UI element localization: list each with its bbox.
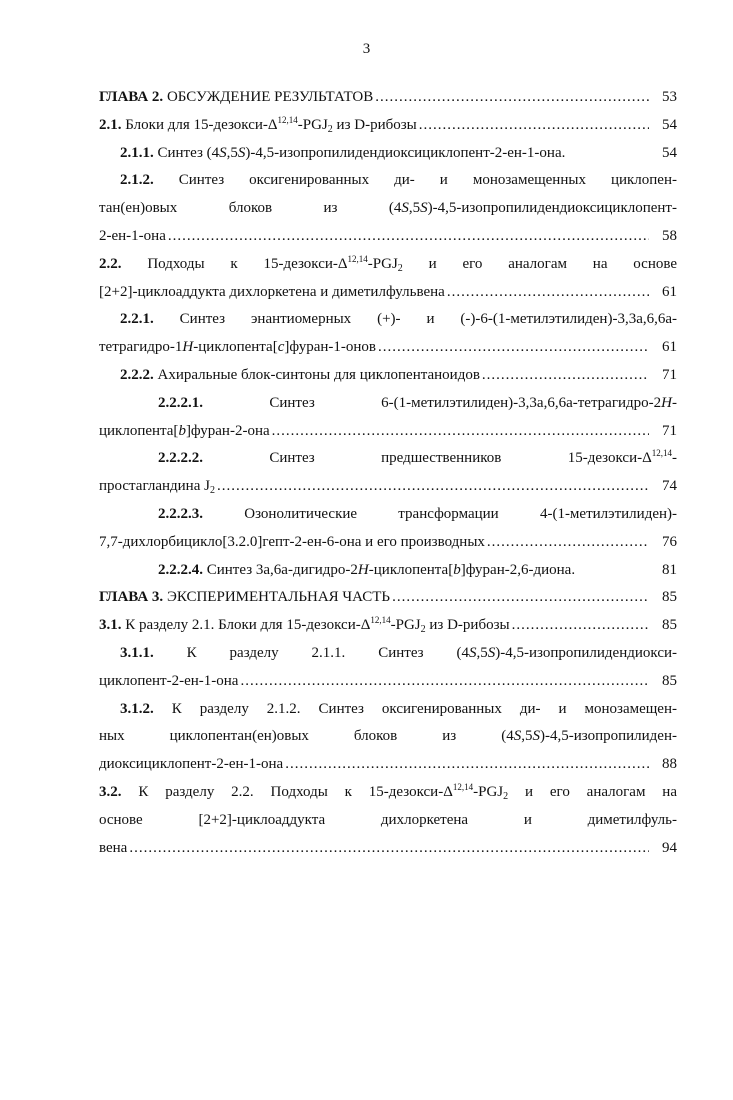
dot-leader <box>129 835 649 863</box>
dot-leader <box>392 584 649 612</box>
dot-leader <box>419 112 649 140</box>
dot-leader <box>285 751 649 779</box>
entry-title: К разделу 2.1.2. Синтез оксигенированных ди- и монозамещен- <box>153 700 677 717</box>
entry-title-part: )-4,5-изопропилидендиокси- <box>495 644 677 661</box>
entry-title-part: тан(ен)овых блоков из (4 <box>99 200 402 217</box>
entry-title-part: циклопент-2-ен-1-она <box>99 672 239 689</box>
entry-title-part: -циклопента[ <box>368 561 454 578</box>
entry-title-part: ]фуран-2,6-диона. <box>460 561 576 578</box>
superscript: 12,14 <box>651 448 672 459</box>
entry-number: 2.2.2.2. <box>158 450 203 467</box>
subscript: 2 <box>327 123 333 135</box>
toc-entry-2-2-2-3[interactable] <box>0 501 733 557</box>
dot-leader <box>487 529 649 557</box>
page-ref: 81 <box>662 561 677 578</box>
entry-title-part: циклопента[ <box>99 422 179 439</box>
italic-b: b <box>178 422 186 439</box>
page-ref: 85 <box>662 617 677 634</box>
entry-title: ЭКСПЕРИМЕНТАЛЬНАЯ ЧАСТЬ <box>163 589 391 606</box>
entry-title: Блоки для 15-дезокси-Δ <box>121 116 278 133</box>
toc-entry-3-1-2[interactable] <box>0 696 733 779</box>
page-ref: 61 <box>662 283 677 300</box>
entry-title-part: )-4,5-изопропилиден- <box>539 728 677 745</box>
entry-title-part: ных циклопентан(ен)овых блоков из (4 <box>99 728 514 745</box>
italic-h: H <box>357 561 369 578</box>
dot-leader <box>272 418 649 446</box>
toc-entry-2-1-2[interactable] <box>0 167 733 250</box>
entry-number: 2.2.2.4. <box>158 561 203 578</box>
page-ref: 94 <box>662 839 677 856</box>
stereo-descriptor: S <box>487 644 496 661</box>
entry-title-part: и его аналогам на <box>508 783 677 800</box>
entry-number: 2.2.2.1. <box>158 394 203 411</box>
entry-title-part: -циклопента[ <box>193 339 278 356</box>
entry-number: 2.2.2.3. <box>158 505 203 522</box>
page-ref: 74 <box>662 478 677 495</box>
dot-leader <box>375 84 649 112</box>
toc-entry-chapter-3[interactable] <box>0 584 733 612</box>
dot-leader <box>482 362 649 390</box>
superscript: 12,14 <box>452 781 474 792</box>
entry-title-part: - <box>672 394 677 411</box>
superscript: 12,14 <box>277 114 298 125</box>
toc-entry-2-2-2-2[interactable] <box>0 445 733 501</box>
entry-title: К разделу 2.2. Подходы к 15-дезокси-Δ <box>121 783 453 800</box>
subscript: 2 <box>503 790 509 802</box>
stereo-descriptor: S <box>237 144 246 161</box>
entry-number: 2.2.2. <box>120 366 154 383</box>
dot-leader <box>240 668 649 696</box>
entry-title-part: )-4,5-изопропилидендиоксициклопент- <box>427 200 677 217</box>
entry-title: К разделу 2.1. Блоки для 15-дезокси-Δ <box>121 617 371 634</box>
page-ref: 85 <box>662 672 677 689</box>
entry-number: 2.1.1. <box>120 144 154 161</box>
entry-title-part: 7,7-дихлорбицикло[3.2.0]гепт-2-ен-6-она и его производных <box>99 533 485 550</box>
superscript: 12,14 <box>347 253 368 264</box>
toc-entry-2-2-2[interactable] <box>0 362 733 390</box>
entry-title: Подходы к 15-дезокси-Δ <box>121 255 348 272</box>
page-ref: 71 <box>662 422 677 439</box>
entry-title-part: из D-рибозы <box>425 617 510 634</box>
superscript: 12,14 <box>370 615 391 626</box>
entry-number: 3.1.1. <box>120 644 154 661</box>
entry-title: Озонолитические трансформации 4-(1-метилэтилиден)- <box>203 505 677 522</box>
entry-number: 2.1. <box>99 116 122 133</box>
toc-entry-2-2-1[interactable] <box>0 306 733 362</box>
entry-number: 2.1.2. <box>120 172 154 189</box>
page-ref: 61 <box>662 339 677 356</box>
page-ref: 71 <box>662 366 677 383</box>
entry-number: 3.2. <box>99 783 122 800</box>
subscript: 2 <box>420 624 426 636</box>
dot-leader <box>217 473 649 501</box>
entry-title: Синтез энантиомерных (+)- и (-)-6-(1-метилэтилиден)-3,3а,6,6а- <box>153 311 677 328</box>
entry-title: Синтез 6-(1-метилэтилиден)-3,3а,6,6а-тетрагидро-2 <box>203 394 662 411</box>
entry-title-part: )-4,5-изопропилидендиоксициклопент-2-ен-1-она. <box>245 144 566 161</box>
entry-title-part: ]фуран-1-онов <box>284 339 377 356</box>
italic-h: H <box>661 394 672 411</box>
entry-title-part: ,5 <box>226 144 238 161</box>
entry-title-part: и его аналогам на основе <box>402 255 678 272</box>
entry-title: Синтез оксигенированных ди- и монозамещенных циклопен- <box>153 172 677 189</box>
entry-title-part: -PGJ <box>367 255 398 272</box>
entry-title-part: основе [2+2]-циклоаддукта дихлоркетена и диметилфуль- <box>99 811 677 828</box>
dot-leader <box>447 279 649 307</box>
stereo-descriptor: S <box>219 144 227 161</box>
entry-number: ГЛАВА 2. <box>99 89 164 105</box>
entry-title: Ахиральные блок-синтоны для циклопентаноидов <box>153 366 480 383</box>
entry-title-part: -PGJ <box>390 617 421 634</box>
page-ref: 85 <box>662 589 677 606</box>
entry-title-part: ,5 <box>521 728 533 745</box>
entry-title-part: диоксициклопент-2-ен-1-она <box>99 756 284 773</box>
entry-title-part: [2+2]-циклоаддукта дихлоркетена и диметилфульвена <box>99 283 445 300</box>
entry-number: ГЛАВА 3. <box>99 589 164 606</box>
entry-title: Синтез 3а,6а-дигидро-2 <box>203 561 358 578</box>
dot-leader <box>378 334 649 362</box>
stereo-descriptor: S <box>401 200 409 217</box>
page-number: 3 <box>362 41 371 57</box>
subscript: 2 <box>397 262 403 274</box>
entry-number: 2.2.1. <box>120 311 154 328</box>
stereo-descriptor: S <box>468 644 477 661</box>
entry-title-part: простагландина J <box>99 478 210 495</box>
stereo-descriptor: S <box>513 728 522 745</box>
entry-title-part: -PGJ <box>473 783 504 800</box>
entry-title: К разделу 2.1.1. Синтез (4 <box>153 644 469 661</box>
italic-b: b <box>453 561 461 578</box>
toc-entry-2-2-2-4[interactable] <box>0 557 733 585</box>
entry-title-part: 2-ен-1-она <box>99 227 166 244</box>
entry-title-part: тетрагидро-1 <box>99 339 183 356</box>
entry-number: 3.1.2. <box>120 700 154 717</box>
entry-title-part: из D-рибозы <box>332 116 417 133</box>
toc-entry-2-1[interactable] <box>0 112 733 140</box>
page-ref: 53 <box>662 89 677 105</box>
toc-entry-2-2-2-1[interactable] <box>0 390 733 446</box>
entry-title-part: ,5 <box>408 200 421 217</box>
entry-title: Синтез предшественников 15-дезокси-Δ <box>203 450 652 467</box>
toc-entry-2-2[interactable] <box>0 251 733 307</box>
dot-leader <box>168 223 649 251</box>
entry-title: Синтез (4 <box>153 144 220 161</box>
table-of-contents <box>0 84 733 862</box>
entry-title-part: вена <box>99 839 128 856</box>
toc-entry-3-2[interactable] <box>0 779 733 862</box>
subscript: 2 <box>209 485 215 497</box>
entry-title-part: ]фуран-2-она <box>185 422 270 439</box>
entry-title-part: -PGJ <box>297 116 328 133</box>
entry-title: ОБСУЖДЕНИЕ РЕЗУЛЬТАТОВ <box>163 89 374 105</box>
entry-title-part: - <box>672 450 677 467</box>
entry-number: 3.1. <box>99 617 122 634</box>
page-ref: 54 <box>662 116 677 133</box>
page-ref: 54 <box>662 144 677 161</box>
stereo-descriptor: S <box>420 200 428 217</box>
toc-entry-3-1-1[interactable] <box>0 640 733 696</box>
stereo-descriptor: S <box>532 728 540 745</box>
italic-c: c <box>277 339 285 356</box>
italic-h: H <box>182 339 194 356</box>
page-ref: 76 <box>662 533 677 550</box>
page-ref: 88 <box>662 756 677 773</box>
dot-leader <box>512 612 649 640</box>
toc-entry-3-1[interactable] <box>0 612 733 640</box>
toc-entry-chapter-2[interactable] <box>0 84 733 112</box>
toc-entry-2-1-1[interactable] <box>0 140 733 168</box>
page-ref: 58 <box>662 227 677 244</box>
entry-number: 2.2. <box>99 255 122 272</box>
entry-title-part: ,5 <box>476 644 488 661</box>
